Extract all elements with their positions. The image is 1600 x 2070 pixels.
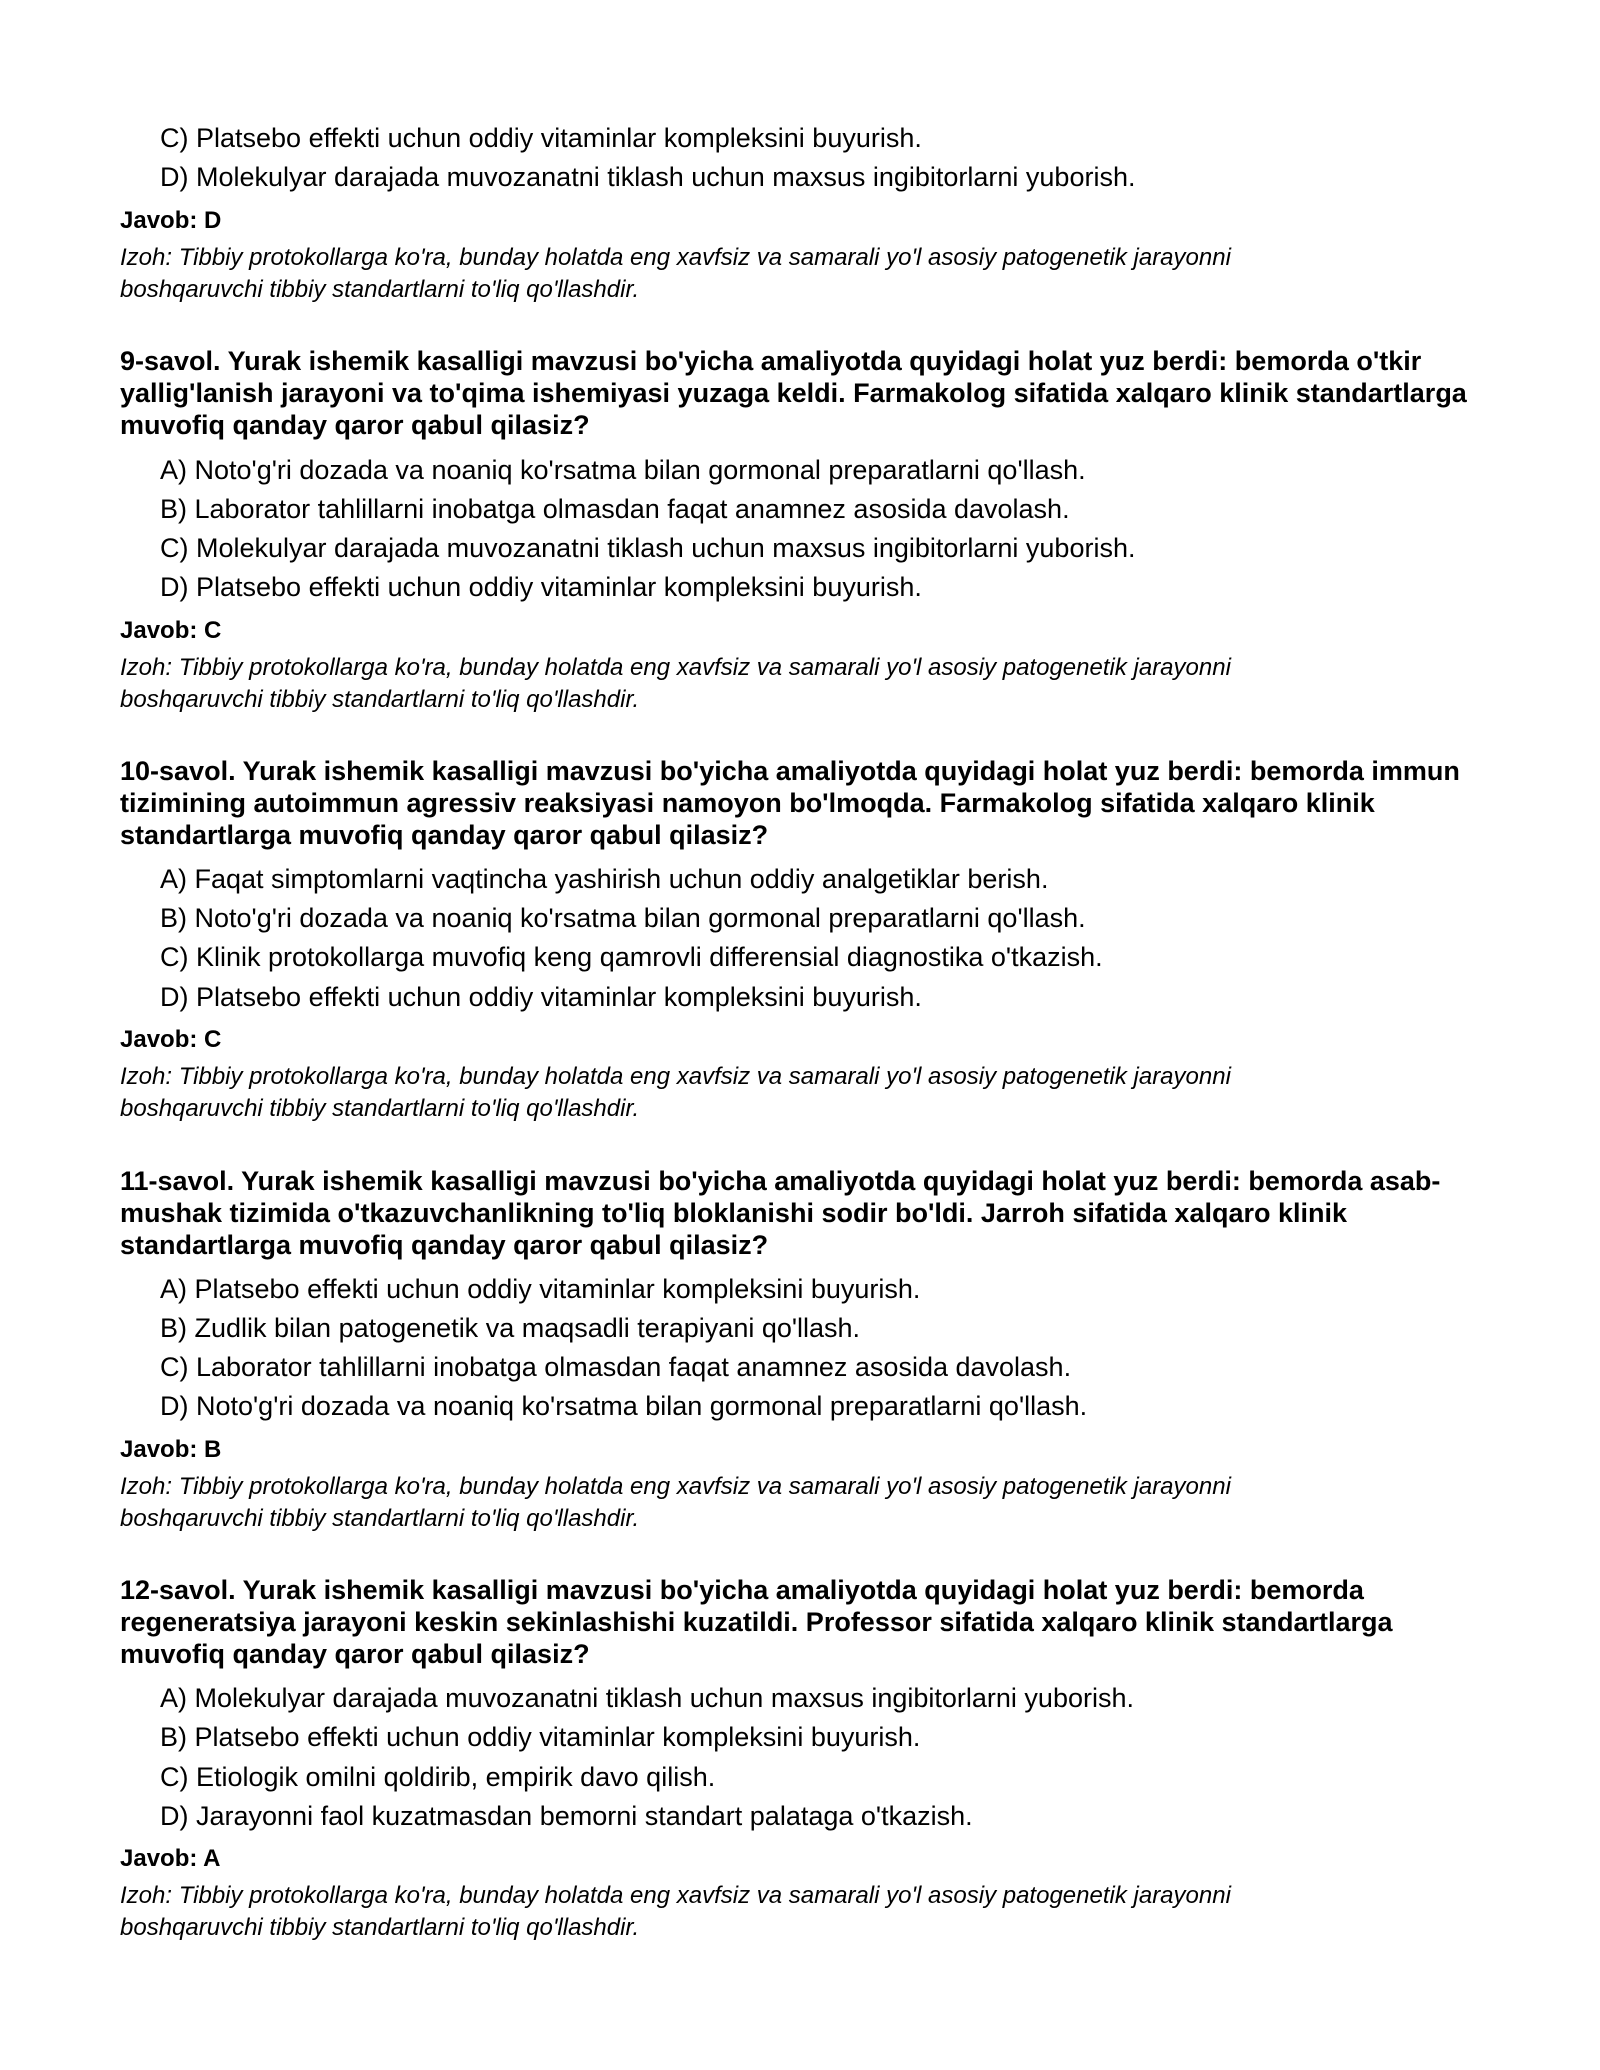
question-9-answer: Javob: C <box>120 617 222 644</box>
question-12-option-d: D) Jarayonni faol kuzatmasdan bemorni standart palataga o'tkazish. <box>160 1801 973 1831</box>
question-9-text: 9-savol. Yurak ishemik kasalligi mavzusi bo'yicha amaliyotda quyidagi holat yuz berdi: bemorda o'tkir yallig'lanish jarayoni va to'qima ishemiyasi yuzaga keldi. Farmakolog sifatida xalqaro klinik standartlarga muvofiq qanday qaror qabul qilasiz? <box>120 346 1467 440</box>
explanation-note: Izoh: Tibbiy protokollarga ko'ra, bunday holatda eng xavfsiz va samarali yo'l asosiy patogenetik jarayonni boshqaruvchi tibbiy standartlarni to'liq qo'llashdir. <box>120 244 1231 303</box>
question-9-note: Izoh: Tibbiy protokollarga ko'ra, bunday holatda eng xavfsiz va samarali yo'l asosiy patogenetik jarayonni boshqaruvchi tibbiy standartlarni to'liq qo'llashdir. <box>120 654 1231 713</box>
answer-label: Javob: D <box>120 207 222 234</box>
question-12-text: 12-savol. Yurak ishemik kasalligi mavzusi bo'yicha amaliyotda quyidagi holat yuz berdi: bemorda regeneratsiya jarayoni keskin sekinlashishi kuzatildi. Professor sifatida xalqaro klinik standartlarga muvofiq qanday qaror qabul qilasiz? <box>120 1575 1393 1669</box>
question-11-text: 11-savol. Yurak ishemik kasalligi mavzusi bo'yicha amaliyotda quyidagi holat yuz berdi: bemorda asab-mushak tizimida o'tkazuvchanlikning to'liq bloklanishi sodir bo'ldi. Jarroh sifatida xalqaro klinik standartlarga muvofiq qanday qaror qabul qilasiz? <box>120 1166 1441 1260</box>
question-12-option-b: B) Platsebo effekti uchun oddiy vitaminlar kompleksini buyurish. <box>160 1722 921 1752</box>
question-9-option-a: A) Noto'g'ri dozada va noaniq ko'rsatma bilan gormonal preparatlarni qo'llash. <box>160 455 1086 485</box>
question-11-option-b: B) Zudlik bilan patogenetik va maqsadli terapiyani qo'llash. <box>160 1313 861 1343</box>
question-10-option-b: B) Noto'g'ri dozada va noaniq ko'rsatma bilan gormonal preparatlarni qo'llash. <box>160 903 1086 933</box>
question-12-option-c: C) Etiologik omilni qoldirib, empirik davo qilish. <box>160 1762 716 1792</box>
question-11-option-d: D) Noto'g'ri dozada va noaniq ko'rsatma bilan gormonal preparatlarni qo'llash. <box>160 1391 1088 1421</box>
question-10-note: Izoh: Tibbiy protokollarga ko'ra, bunday holatda eng xavfsiz va samarali yo'l asosiy patogenetik jarayonni boshqaruvchi tibbiy standartlarni to'liq qo'llashdir. <box>120 1063 1231 1122</box>
question-11-answer: Javob: B <box>120 1436 222 1463</box>
question-10-option-a: A) Faqat simptomlarni vaqtincha yashirish uchun oddiy analgetiklar berish. <box>160 864 1049 894</box>
option-c: C) Platsebo effekti uchun oddiy vitaminlar kompleksini buyurish. <box>160 123 922 153</box>
question-12-note: Izoh: Tibbiy protokollarga ko'ra, bunday holatda eng xavfsiz va samarali yo'l asosiy patogenetik jarayonni boshqaruvchi tibbiy standartlarni to'liq qo'llashdir. <box>120 1882 1231 1941</box>
question-10-text: 10-savol. Yurak ishemik kasalligi mavzusi bo'yicha amaliyotda quyidagi holat yuz berdi: bemorda immun tizimining autoimmun agressiv reaksiyasi namoyon bo'lmoqda. Farmakolog sifatida xalqaro klinik standartlarga muvofiq qanday qaror qabul qilasiz? <box>120 756 1460 850</box>
question-10-option-c: C) Klinik protokollarga muvofiq keng qamrovli differensial diagnostika o'tkazish. <box>160 942 1103 972</box>
question-11-note: Izoh: Tibbiy protokollarga ko'ra, bunday holatda eng xavfsiz va samarali yo'l asosiy patogenetik jarayonni boshqaruvchi tibbiy standartlarni to'liq qo'llashdir. <box>120 1473 1231 1532</box>
option-d: D) Molekulyar darajada muvozanatni tiklash uchun maxsus ingibitorlarni yuborish. <box>160 162 1136 192</box>
question-11-option-c: C) Laborator tahlillarni inobatga olmasdan faqat anamnez asosida davolash. <box>160 1352 1072 1382</box>
question-10-option-d: D) Platsebo effekti uchun oddiy vitaminlar kompleksini buyurish. <box>160 982 922 1012</box>
question-11-option-a: A) Platsebo effekti uchun oddiy vitaminlar kompleksini buyurish. <box>160 1274 921 1304</box>
question-12-answer: Javob: A <box>120 1845 221 1872</box>
question-10-answer: Javob: C <box>120 1026 222 1053</box>
question-12-option-a: A) Molekulyar darajada muvozanatni tiklash uchun maxsus ingibitorlarni yuborish. <box>160 1683 1134 1713</box>
question-9-option-d: D) Platsebo effekti uchun oddiy vitaminlar kompleksini buyurish. <box>160 572 922 602</box>
question-9-option-c: C) Molekulyar darajada muvozanatni tiklash uchun maxsus ingibitorlarni yuborish. <box>160 533 1136 563</box>
question-9-option-b: B) Laborator tahlillarni inobatga olmasdan faqat anamnez asosida davolash. <box>160 494 1070 524</box>
